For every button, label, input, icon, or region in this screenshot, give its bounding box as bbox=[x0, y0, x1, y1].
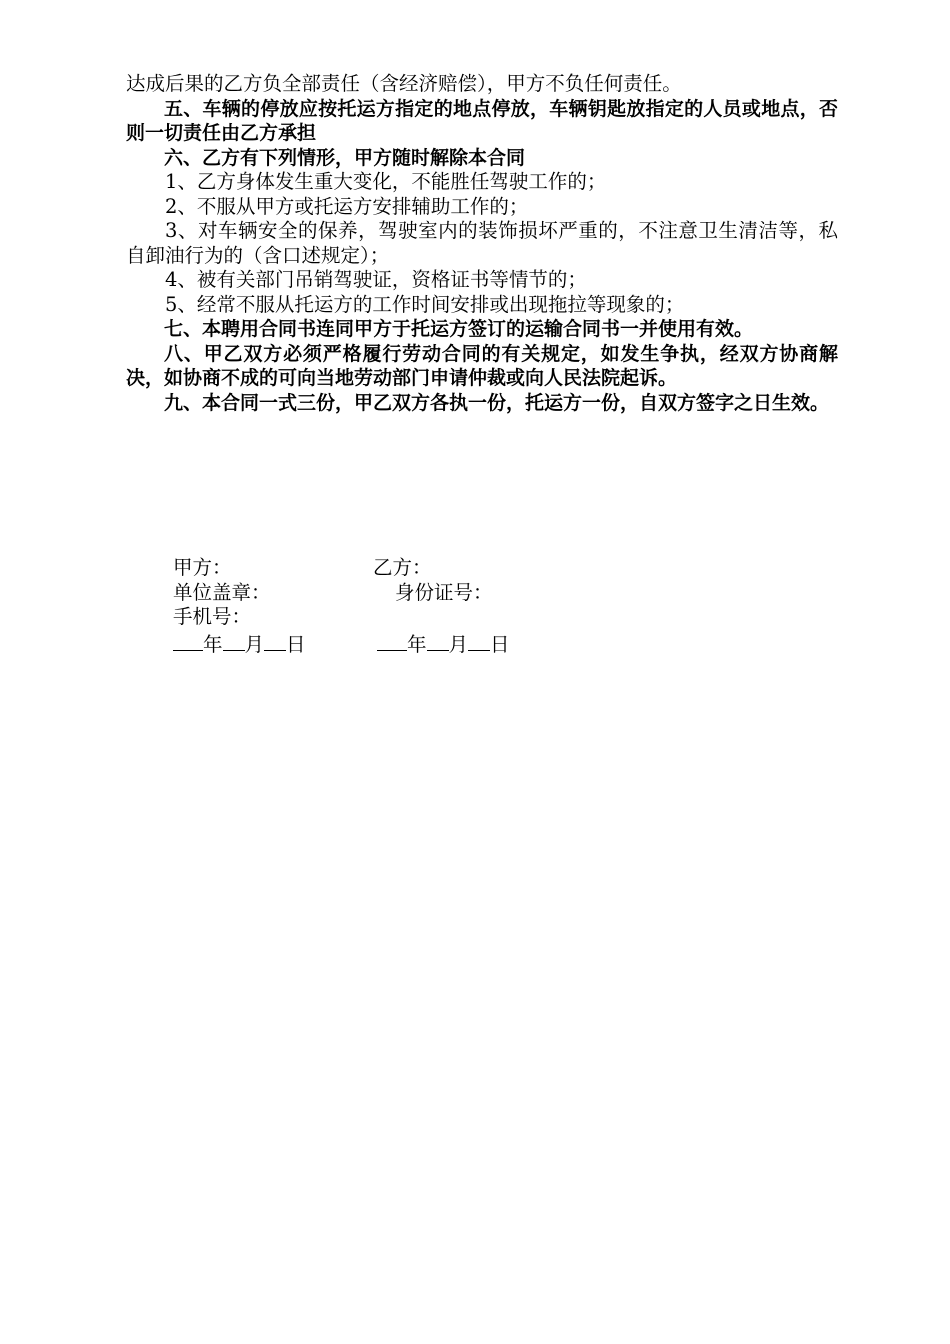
year-label: 年 bbox=[407, 632, 427, 656]
date-party-a bbox=[173, 630, 306, 658]
day-blank bbox=[264, 630, 286, 651]
month-blank bbox=[427, 630, 449, 651]
signature-block bbox=[173, 556, 673, 654]
day-label: 日 bbox=[286, 632, 306, 656]
month-label: 月 bbox=[244, 632, 265, 656]
clause-6-item-2: 2、不服从甲方或托运方安排辅助工作的； bbox=[165, 194, 529, 218]
clause-6-item-4: 4、被有关部门吊销驾驶证，资格证书等情节的； bbox=[165, 268, 587, 291]
day-blank bbox=[468, 630, 490, 651]
clause-6-item-5: 5、经常不服从托运方的工作时间安排或出现拖拉等现象的； bbox=[165, 292, 685, 316]
clause-8-disputes: 八、甲乙双方必须严格履行劳动合同的有关规定，如发生争执，经双方协商解决，如协商不成的可向当地劳动部门申请仲裁或向人民法院起诉。 bbox=[126, 342, 838, 389]
date-party-b bbox=[377, 630, 510, 658]
signature-row-parties bbox=[173, 556, 673, 581]
year-label: 年 bbox=[203, 632, 223, 656]
id-number-label: 身份证号： bbox=[395, 580, 493, 604]
clause-7-validity: 七、本聘用合同书连同甲方于托运方签订的运输合同书一并使用有效。 bbox=[164, 318, 754, 340]
signature-row-phone bbox=[173, 605, 673, 630]
signature-row-dates bbox=[173, 630, 673, 655]
phone-label: 手机号： bbox=[173, 605, 252, 628]
clause-5-parking: 五、车辆的停放应按托运方指定的地点停放，车辆钥匙放指定的人员或地点，否则一切责任由乙方承担 bbox=[126, 97, 838, 144]
clause-9-copies: 九、本合同一式三份，甲乙双方各执一份，托运方一份，自双方签字之日生效。 bbox=[164, 391, 830, 414]
clause-6-item-3: 3、对车辆安全的保养，驾驶室内的装饰损坏严重的，不注意卫生清洁等，私自卸油行为的（含口述规定）； bbox=[126, 219, 838, 267]
paragraph-liability: 达成后果的乙方负全部责任（含经济赔偿），甲方不负任何责任。 bbox=[126, 72, 682, 95]
clause-6-termination: 六、乙方有下列情形，甲方随时解除本合同 bbox=[164, 146, 526, 169]
month-label: 月 bbox=[448, 632, 469, 656]
clause-6-item-1: 1、乙方身体发生重大变化，不能胜任驾驶工作的； bbox=[165, 170, 607, 193]
signature-row-ids bbox=[173, 581, 673, 606]
year-blank bbox=[377, 630, 407, 651]
month-blank bbox=[223, 630, 245, 651]
party-b-label: 乙方： bbox=[373, 556, 432, 579]
day-label: 日 bbox=[490, 632, 510, 656]
contract-body bbox=[126, 72, 838, 415]
unit-seal-label: 单位盖章： bbox=[173, 580, 271, 604]
party-a-label: 甲方： bbox=[173, 556, 232, 579]
year-blank bbox=[173, 630, 203, 651]
